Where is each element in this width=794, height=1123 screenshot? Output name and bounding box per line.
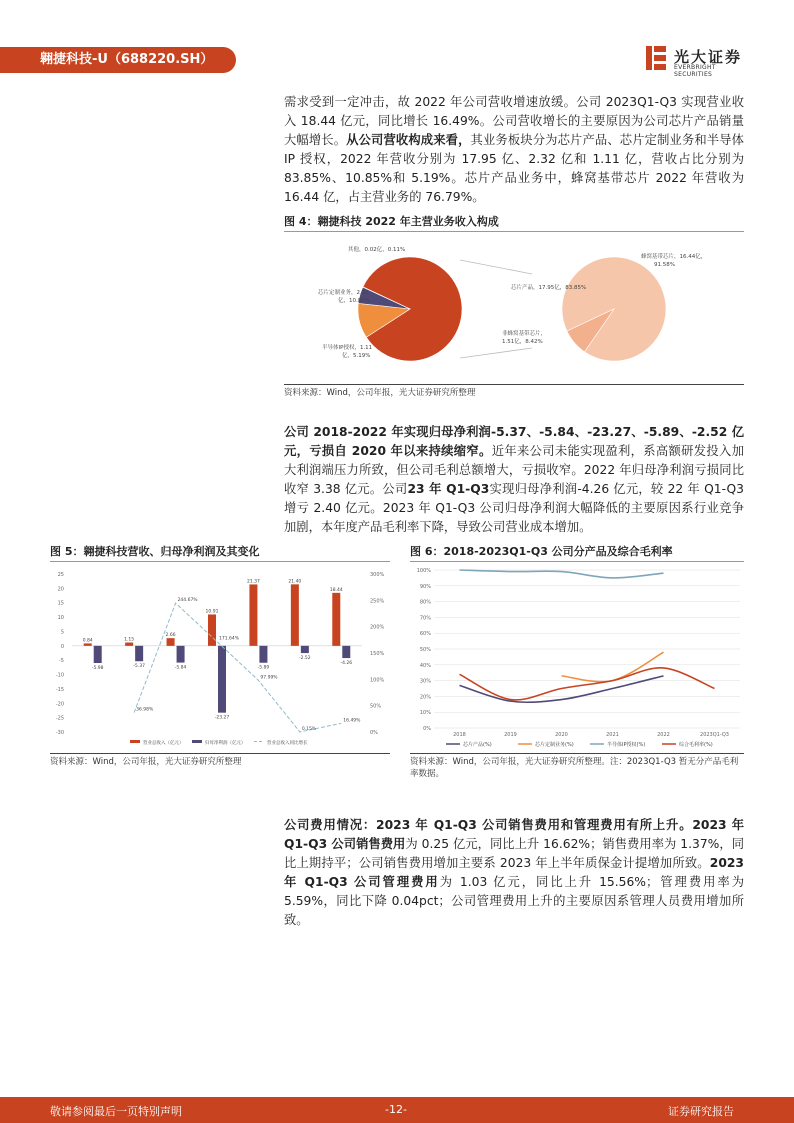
fig5-y-tick: 0: [60, 643, 64, 650]
pie-label-noncellular-1: 非蜂窝基带芯片，: [502, 331, 547, 337]
pie-label-ip-1: 半导体IP授权，1.11: [322, 345, 373, 351]
fig5-legend-label: 归母净利润（亿元）: [205, 741, 246, 746]
footer-report-type: 证券研究报告: [668, 1105, 734, 1118]
fig5-profit-bar: [177, 646, 185, 663]
footer-disclaimer: 敬请参阅最后一页特别声明: [50, 1105, 182, 1118]
fig6-line-chart: [410, 564, 744, 752]
fig6-title: 图 6：2018-2023Q1-Q3 公司分产品及综合毛利率: [410, 545, 673, 558]
paragraph-profit: [284, 423, 744, 537]
fig6-y-tick: 70%: [419, 615, 431, 622]
pie-label-custom-1: 芯片定制业务，2.32: [318, 290, 369, 296]
fig5-profit-bar: [218, 646, 226, 713]
fig5-profit-label: -5.98: [91, 665, 104, 671]
pie-label-other: 其他，0.02亿，0.11%: [348, 247, 406, 253]
fig5-y2-tick: 250%: [370, 598, 385, 605]
fig5-y-tick: -15: [55, 686, 64, 693]
fig4-pie-chart: [284, 234, 744, 384]
para2-text-2: 实现归母净利润-4.26 亿元，较 22 年 Q1-Q3 增亏 2.40 亿元。2023 年 Q1-Q3 公司归母净利润大幅降低的主要原因系行业竞争加剧，本年度产品毛利率下降，导致公司营业成本增加。: [284, 482, 744, 534]
fig5-growth-line: [134, 603, 341, 732]
page-number: -12-: [385, 1103, 407, 1116]
fig6-y-tick: 10%: [419, 710, 431, 717]
fig5-revenue-label: 10.91: [205, 609, 219, 615]
pie-label-ip-2: 亿，5.19%: [342, 353, 371, 359]
fig6-y-tick: 80%: [419, 599, 431, 606]
para2-bold-1: 公司 2018-2022 年实现归母净利润-5.37、-5.84、-23.27、-5.89、-2.52 亿元，亏损自 2020 年以来持续缩窄。: [284, 425, 744, 458]
pie-label-chip: 芯片产品，17.95亿，83.85%: [511, 285, 587, 291]
fig6-x-tick: 2019: [504, 732, 517, 738]
para1-text-1: 需求受到一定冲击，故 2022 年公司营收增速放缓。公司 2023Q1-Q3 实现营业收入 18.44 亿元，同比增长 16.49%。公司营收增长的主要原因为公司芯片产品销量大幅增长。: [284, 95, 744, 147]
fig6-series-line: [562, 652, 664, 682]
fig6-y-tick: 100%: [416, 568, 431, 574]
fig5-y-tick: -5: [59, 658, 64, 665]
fig6-legend-label: 芯片产品(%): [463, 742, 492, 748]
fig5-profit-label: -23.27: [214, 715, 230, 721]
fig6-y-tick: 20%: [419, 694, 431, 701]
fig5-growth-label: 171.64%: [219, 636, 240, 642]
fig5-source-rule: [50, 753, 390, 754]
fig5-y-tick: 25: [57, 572, 64, 578]
fig6-y-tick: 50%: [419, 647, 431, 653]
fig5-y-tick: 5: [60, 629, 64, 636]
logo-en-text: EVERBRIGHT SECURITIES: [674, 64, 716, 78]
fig5-legend-swatch: [130, 740, 140, 743]
fig5-y2-tick: 0%: [370, 730, 378, 736]
fig5-bar-chart: [50, 564, 390, 752]
fig5-profit-bar: [342, 646, 350, 658]
fig5-profit-bar: [94, 646, 102, 663]
fig5-y2-tick: 150%: [370, 651, 385, 657]
para3-bold-2: 2023 年 Q1-Q3 公司管理费用: [284, 856, 744, 889]
fig5-revenue-bar: [125, 643, 133, 646]
para1-text-2: 其业务板块分为芯片产品、芯片定制业务和半导体 IP 授权，2022 年营收分别为 17.95 亿、2.32 亿和 1.11 亿，营收占比分别为 83.85%、10.85%和 5.19%。芯片产品业务中，蜂窝基带芯片 2022 年营收为 16.44 亿，占主营业务的 76.79%。: [284, 133, 744, 204]
fig5-revenue-bar: [167, 638, 175, 646]
fig5-revenue-label: 0.84: [82, 638, 93, 644]
para3-bold-1: 公司费用情况：2023 年 Q1-Q3 公司销售费用和管理费用有所上升。2023 年 Q1-Q3 公司销售费用: [284, 818, 744, 851]
fig5-profit-label: -5.89: [257, 665, 270, 671]
fig5-revenue-label: 1.15: [124, 637, 135, 643]
fig5-revenue-bar: [208, 614, 216, 645]
fig6-title-rule: [410, 561, 744, 562]
fig5-y-tick: -20: [55, 701, 64, 708]
brokerage-logo: [646, 44, 756, 78]
fig6-x-tick: 2018: [453, 732, 466, 738]
fig6-legend-label: 综合毛利率(%): [679, 742, 713, 748]
fig5-profit-bar: [301, 646, 309, 653]
pie-label-cellular-1: 蜂窝基带芯片，16.44亿，: [641, 254, 707, 260]
fig5-profit-bar: [135, 646, 143, 661]
fig5-revenue-bar: [249, 584, 257, 645]
fig5-legend-label: 营业总收入（亿元）: [143, 741, 184, 746]
fig5-revenue-label: 18.44: [329, 587, 343, 593]
logo-mark-icon: [646, 46, 666, 70]
fig5-y2-tick: 200%: [370, 624, 385, 631]
fig5-legend-swatch: [192, 740, 202, 743]
fig5-y-tick: -25: [55, 715, 64, 722]
pie-label-custom-2: 亿，10.85%: [338, 298, 370, 304]
fig5-growth-label: 36.98%: [136, 707, 154, 713]
logo-cn-text: 光大证券: [674, 48, 743, 66]
para2-bold-2: 23 年 Q1-Q3: [407, 482, 490, 496]
para3-text-2: 为 1.03 亿元，同比上升 15.56%；管理费用率为 5.59%，同比下降 0.04pct；公司管理费用上升的主要原因系管理人员费用增加所致。: [284, 875, 745, 927]
fig6-series-line: [460, 570, 664, 578]
fig6-y-tick: 40%: [419, 662, 431, 669]
fig5-growth-label: 244.67%: [177, 598, 198, 604]
fig5-profit-label: -5.84: [174, 665, 187, 671]
fig5-title: 图 5：翱捷科技营收、归母净利润及其变化: [50, 545, 260, 558]
pie-label-noncellular-2: 1.51亿，8.42%: [502, 339, 543, 345]
fig6-source-rule: [410, 753, 744, 754]
fig5-y-tick: 15: [57, 600, 64, 607]
fig6-legend-label: 芯片定制业务(%): [535, 742, 574, 748]
fig6-y-tick: 90%: [419, 583, 431, 590]
paragraph-expenses: [284, 816, 744, 930]
fig5-growth-label: 0.15%: [301, 726, 317, 732]
fig5-y2-tick: 50%: [370, 703, 382, 710]
fig5-y-tick: -30: [55, 730, 64, 736]
fig5-legend-label: 营业总收入同比增长: [267, 741, 308, 746]
fig6-y-tick: 30%: [419, 678, 431, 685]
fig5-revenue-label: 21.40: [288, 579, 302, 585]
para3-text-1: 为 0.25 亿元，同比上升 16.62%；销售费用率为 1.37%，同比上期持平；公司销售费用增加主要系 2023 年上半年质保金计提增加所致。: [284, 837, 745, 870]
fig5-profit-label: -5.37: [133, 664, 145, 670]
fig5-revenue-label: 21.37: [246, 579, 260, 585]
fig6-x-tick: 2022: [657, 732, 670, 738]
fig4-source-rule: [284, 384, 744, 385]
fig4-source: 资料来源：Wind，公司年报，光大证券研究所整理: [284, 388, 476, 398]
fig6-x-tick: 2023Q1-Q3: [700, 732, 729, 738]
fig5-growth-label: 97.99%: [260, 675, 278, 681]
fig5-y2-tick: 100%: [370, 677, 385, 684]
fig5-y-tick: -10: [55, 672, 64, 679]
fig5-profit-label: -4.26: [340, 661, 353, 667]
fig6-y-tick: 60%: [419, 631, 431, 638]
fig6-source: 资料来源：Wind，公司年报，光大证券研究所整理。注：2023Q1-Q3 暂无分产品毛利率数据。: [410, 757, 739, 779]
fig6-x-tick: 2020: [555, 732, 568, 738]
fig4-title-rule: [284, 231, 744, 232]
fig5-profit-bar: [259, 646, 267, 663]
para2-text-1: 近年来公司未能实现盈利，系高额研发投入加大利润端压力所致，但公司毛利总额增大，亏损收窄。2022 年归母净利润亏损同比收窄 3.38 亿元。公司: [284, 444, 744, 496]
fig6-x-tick: 2021: [606, 732, 619, 738]
para1-bold-1: 从公司营收构成来看，: [346, 133, 471, 147]
fig5-y-tick: 20: [57, 586, 64, 593]
page-footer: [0, 1097, 794, 1123]
fig4-title: 图 4：翱捷科技 2022 年主营业务收入构成: [284, 215, 499, 228]
fig5-revenue-bar: [291, 584, 299, 645]
company-tag: 翱捷科技-U（688220.SH）: [0, 47, 236, 73]
fig5-revenue-bar: [84, 643, 92, 645]
fig6-y-tick: 0%: [423, 726, 431, 732]
pie-label-cellular-2: 91.58%: [654, 262, 675, 268]
paragraph-revenue: [284, 93, 744, 207]
fig5-profit-label: -2.52: [299, 656, 311, 662]
fig5-source: 资料来源：Wind，公司年报，光大证券研究所整理: [50, 757, 242, 767]
fig6-legend-label: 半导体IP授权(%): [607, 742, 646, 748]
fig5-revenue-label: 2.66: [165, 633, 176, 639]
fig5-y-tick: 10: [57, 615, 64, 622]
fig5-revenue-bar: [332, 593, 340, 646]
fig5-growth-label: 16.49%: [343, 718, 361, 724]
fig5-y2-tick: 300%: [370, 572, 385, 578]
fig5-title-rule: [50, 561, 390, 562]
